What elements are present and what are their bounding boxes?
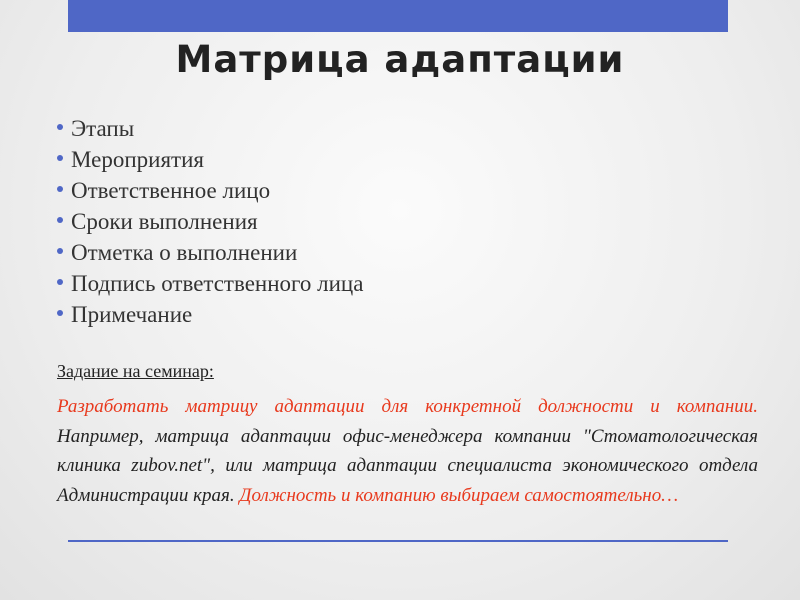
bullet-icon xyxy=(57,310,63,316)
list-item-text: Отметка о выполнении xyxy=(71,240,298,265)
slide-title: Матрица адаптации xyxy=(175,38,625,81)
list-item-text: Этапы xyxy=(71,116,135,141)
list-item-text: Примечание xyxy=(71,302,193,327)
bullet-icon xyxy=(57,124,63,130)
bullet-icon xyxy=(57,248,63,254)
task-note: Должность и компанию выбираем самостоятельно… xyxy=(234,484,679,506)
bullet-icon xyxy=(57,155,63,161)
list-item xyxy=(57,206,363,237)
list-item xyxy=(57,299,363,330)
task-paragraph xyxy=(57,392,758,510)
list-item xyxy=(57,175,363,206)
list-item xyxy=(57,144,363,175)
list-item xyxy=(57,237,363,268)
bottom-divider xyxy=(68,540,728,542)
task-instruction: Разработать матрицу адаптации для конкретной должности и компании. xyxy=(57,396,758,417)
list-item-text: Мероприятия xyxy=(71,147,204,172)
task-heading: Задание на семинар: xyxy=(57,361,214,381)
list-item-text: Подпись ответственного лица xyxy=(71,271,364,296)
top-accent-bar xyxy=(68,0,728,32)
list-item xyxy=(57,113,363,144)
bullet-icon xyxy=(57,217,63,223)
list-item xyxy=(57,268,363,299)
list-item-text: Сроки выполнения xyxy=(71,209,258,234)
bullet-icon xyxy=(57,279,63,285)
bullet-list xyxy=(57,113,363,330)
bullet-icon xyxy=(57,186,63,192)
task-example: Например, матрица адаптации офис-менеджера компании "Стоматологическая клиника zubov.net", или матрица адаптации специалиста экономического отдела Администрации края. xyxy=(57,425,758,506)
list-item-text: Ответственное лицо xyxy=(71,178,271,203)
